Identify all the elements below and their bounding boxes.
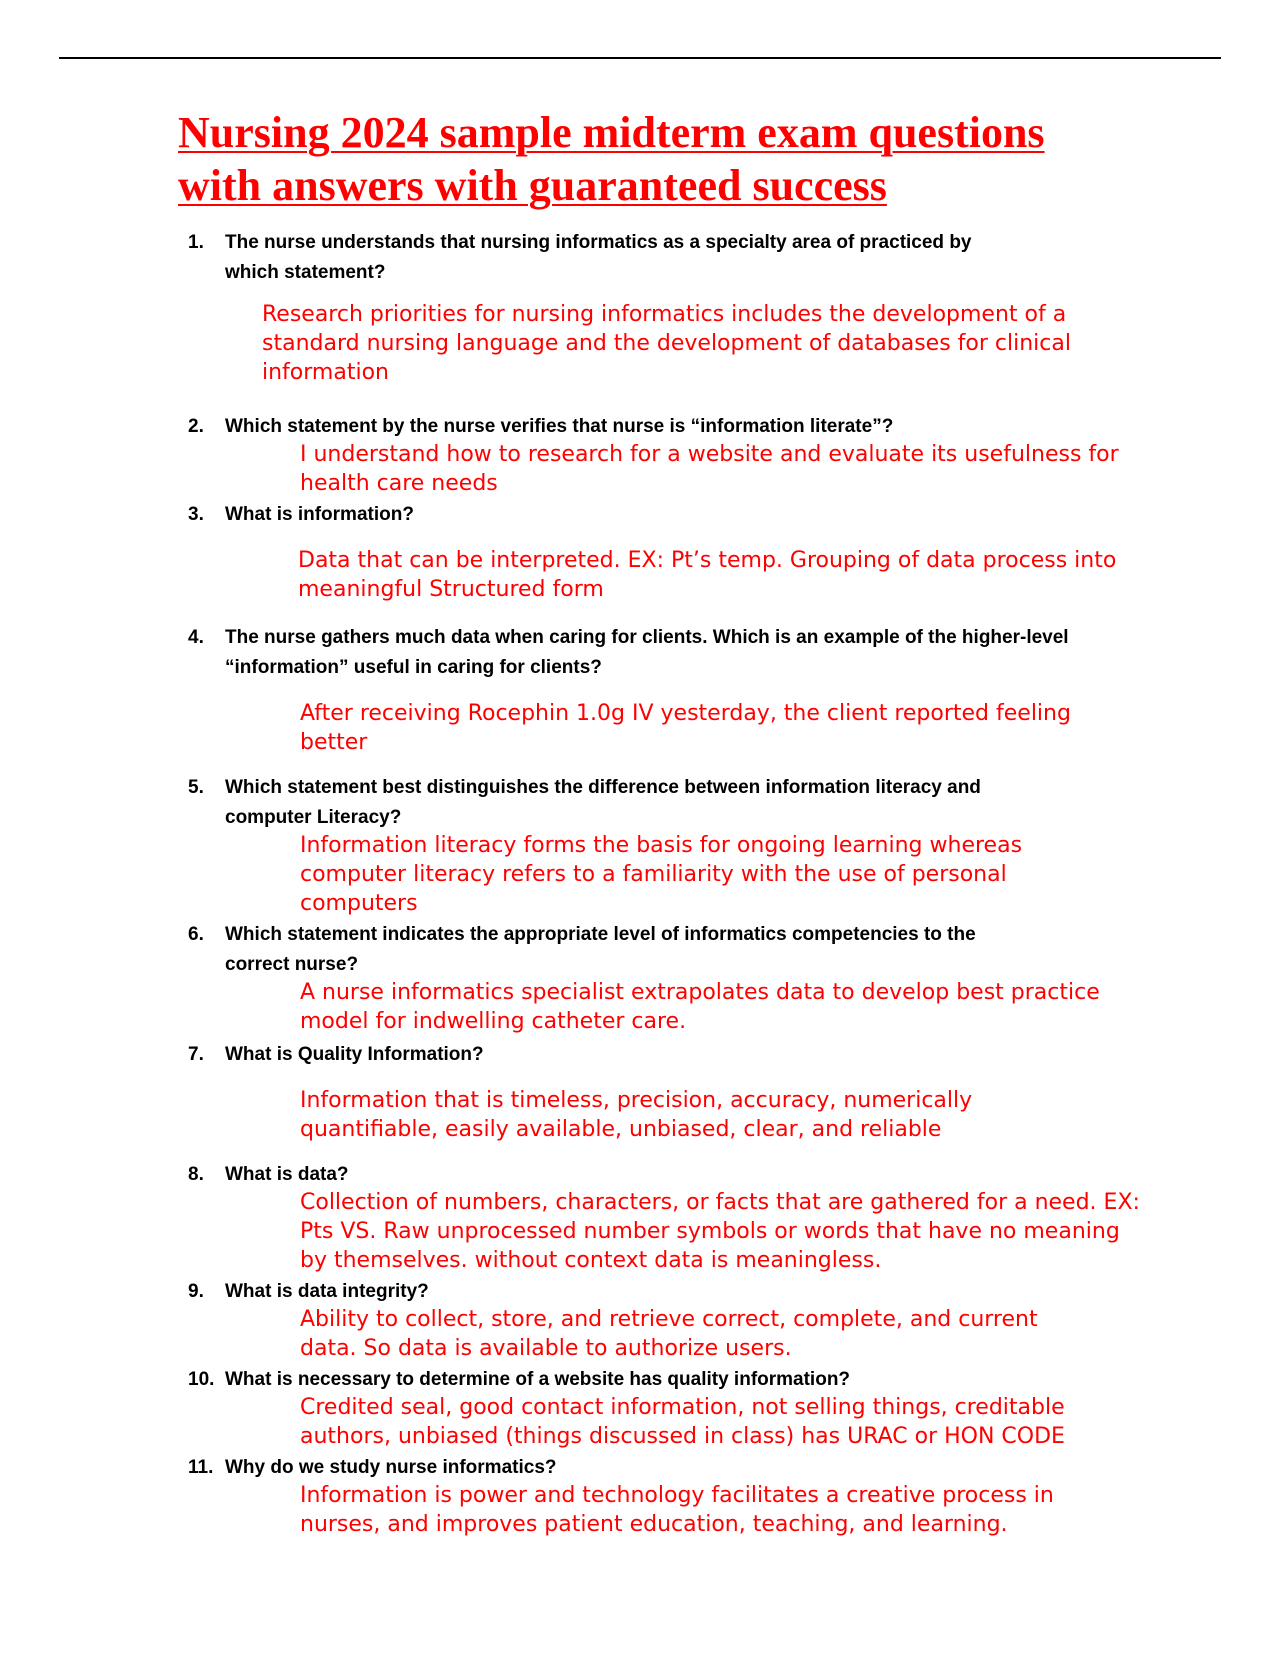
title-line-2: with answers with guaranteed success [178, 161, 887, 210]
answer-text: Information literacy forms the basis for ongoing learning whereas computer literacy refers to a familiarity with the use of personal computers [300, 833, 1023, 916]
answer-text: Data that can be interpreted. EX: Pt’s temp. Grouping of data process into meaningful Structured form [298, 548, 1117, 602]
question-text: Why do we study nurse informatics? [225, 1457, 557, 1478]
question-item-10 [0, 1365, 1280, 1451]
question-number: 5. [188, 777, 204, 798]
question-text: The nurse gathers much data when caring for clients. Which is an example of the higher-level “information” useful in caring for clients? [225, 627, 1069, 678]
answer-text: After receiving Rocephin 1.0g IV yesterday, the client reported feeling better [300, 701, 1071, 755]
question-item-8 [0, 1160, 1280, 1275]
question-text: Which statement best distinguishes the difference between information literacy and computer Literacy? [225, 777, 981, 828]
question-item-3 [0, 500, 1280, 604]
answer-text: Information that is timeless, precision, accuracy, numerically quantifiable, easily available, unbiased, clear, and reliable [300, 1088, 973, 1142]
question-item-7 [0, 1040, 1280, 1144]
title-line-1: Nursing 2024 sample midterm exam questions [178, 108, 1045, 157]
question-number: 1. [188, 232, 204, 253]
question-text: The nurse understands that nursing informatics as a specialty area of practiced by which statement? [225, 232, 972, 283]
answer-text: Credited seal, good contact information, not selling things, creditable authors, unbiased (things discussed in class) has URAC or HON CODE [300, 1395, 1065, 1449]
question-row [0, 1453, 1280, 1483]
question-row [0, 623, 1280, 683]
question-number: 11. [188, 1457, 214, 1478]
question-item-6 [0, 920, 1280, 1036]
question-row [0, 1277, 1280, 1307]
question-text: What is information? [225, 504, 414, 525]
question-row [0, 500, 1280, 530]
question-number: 4. [188, 627, 204, 648]
document-title [178, 106, 1178, 212]
question-text: What is data? [225, 1164, 349, 1185]
answer-text: Research priorities for nursing informatics includes the development of a standard nursing language and the development of databases for clinical information [262, 302, 1071, 385]
question-text: Which statement indicates the appropriate level of informatics competencies to the correct nurse? [225, 924, 976, 975]
question-text: Which statement by the nurse verifies that nurse is “information literate”? [225, 416, 894, 437]
question-item-9 [0, 1277, 1280, 1363]
answer-text: Ability to collect, store, and retrieve correct, complete, and current data. So data is available to authorize users. [300, 1307, 1038, 1361]
question-item-1 [0, 228, 1280, 387]
question-item-11 [0, 1453, 1280, 1539]
question-number: 9. [188, 1281, 204, 1302]
question-text: What is data integrity? [225, 1281, 429, 1302]
question-number: 7. [188, 1044, 204, 1065]
answer-text: I understand how to research for a website and evaluate its usefulness for health care needs [300, 442, 1119, 496]
top-horizontal-rule [59, 57, 1221, 59]
question-number: 6. [188, 924, 204, 945]
question-number: 2. [188, 416, 204, 437]
question-text: What is necessary to determine of a website has quality information? [225, 1369, 851, 1390]
question-row [0, 412, 1280, 442]
question-row [0, 920, 1280, 980]
question-number: 10. [188, 1369, 215, 1390]
question-text: What is Quality Information? [225, 1044, 484, 1065]
answer-text: A nurse informatics specialist extrapolates data to develop best practice model for indwelling catheter care. [300, 980, 1100, 1034]
question-row [0, 1365, 1280, 1395]
question-item-2 [0, 412, 1280, 498]
question-row [0, 773, 1280, 833]
question-row [0, 228, 1280, 288]
answer-text: Collection of numbers, characters, or facts that are gathered for a need. EX: Pts VS. Raw unprocessed number symbols or words that have no meaning by themselves. without context data is meaningless. [300, 1190, 1140, 1273]
answer-text: Information is power and technology facilitates a creative process in nurses, and improves patient education, teaching, and learning. [300, 1483, 1054, 1537]
question-item-5 [0, 773, 1280, 918]
question-row [0, 1040, 1280, 1070]
question-item-4 [0, 623, 1280, 757]
question-number: 8. [188, 1164, 204, 1185]
question-number: 3. [188, 504, 204, 525]
question-row [0, 1160, 1280, 1190]
